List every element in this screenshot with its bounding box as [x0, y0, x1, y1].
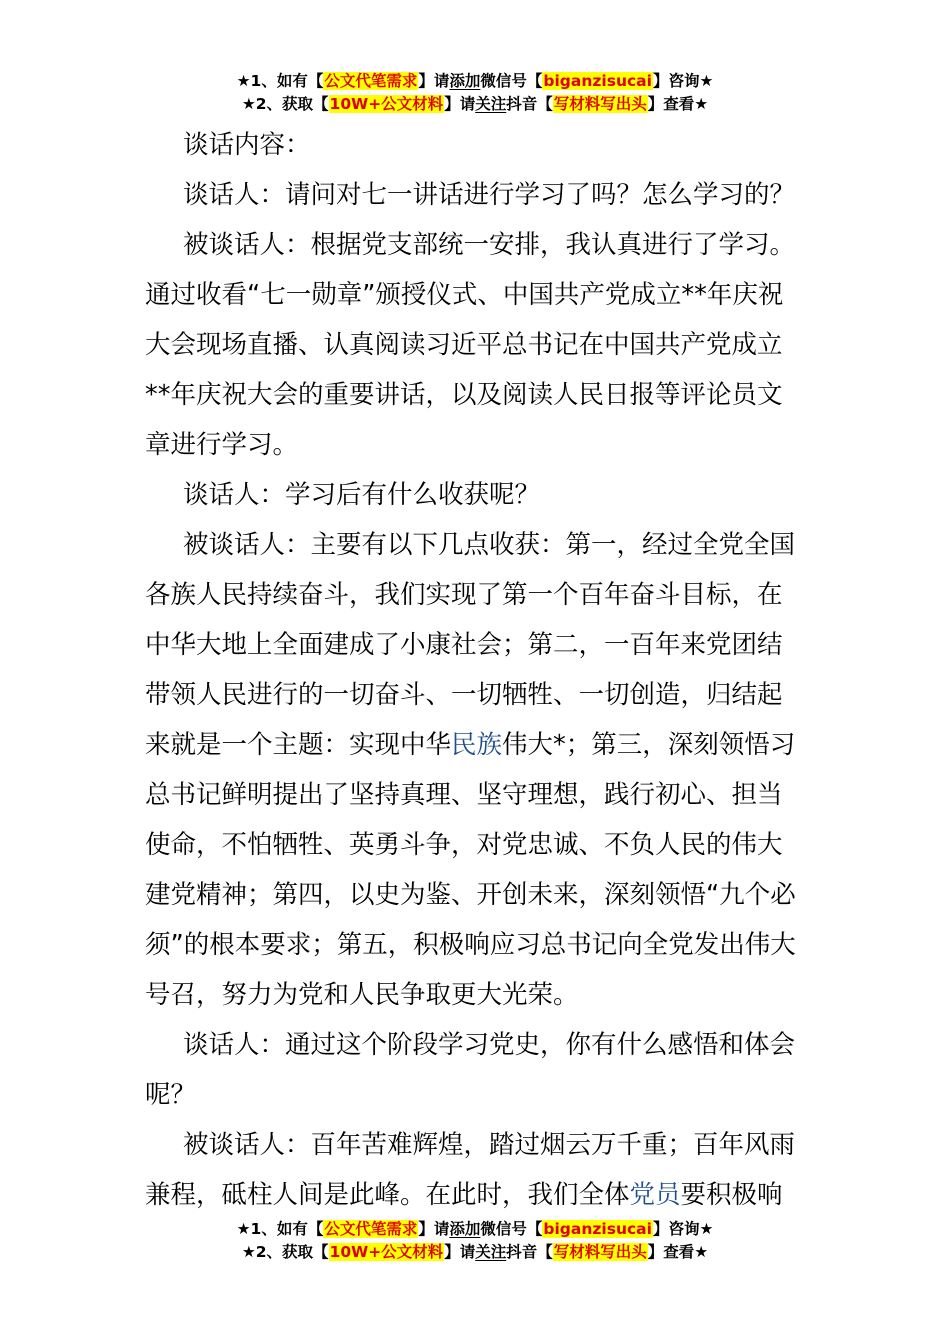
paragraph-answer-2 [145, 520, 805, 1020]
banner-text: 】请 [418, 72, 450, 90]
paragraph-answer-3 [145, 1120, 805, 1220]
banner-underline: 关注 [475, 95, 507, 113]
banner-text: 】查看★ [647, 1243, 709, 1261]
document-body [145, 120, 805, 1220]
paragraph-heading: 谈话内容： [183, 130, 311, 160]
banner-highlight: 10W+公文材料 [329, 1243, 444, 1261]
banner-text: 抖音【 [506, 95, 553, 113]
banner-highlight: 公文代笔需求 [324, 1220, 418, 1238]
banner-underline: 添加 [449, 72, 481, 90]
inline-link[interactable]: 民族 [451, 730, 503, 760]
banner-underline: 添加 [449, 1220, 481, 1238]
banner-text: ★1、如有【 [236, 1220, 324, 1238]
banner-line-1 [0, 1218, 950, 1241]
banner-line-2 [0, 1241, 950, 1264]
banner-line-2 [0, 93, 950, 116]
header-banner [0, 70, 950, 116]
paragraph-answer-1: 被谈话人：根据党支部统一安排，我认真进行了学习。通过收看“七一勋章”颁授仪式、中国共产党成立**年庆祝大会现场直播、认真阅读习近平总书记在中国共产党成立**年庆祝大会的重要讲话，以及阅读人民日报等评论员文章进行学习。 [145, 230, 796, 460]
banner-highlight: biganzisucai [543, 1220, 652, 1238]
banner-highlight: 写材料写出头 [553, 1243, 647, 1261]
banner-text: 微信号【 [480, 1220, 543, 1238]
paragraph-text: 要积极响 [680, 1180, 783, 1210]
banner-text: ★1、如有【 [236, 72, 324, 90]
banner-text: 抖音【 [506, 1243, 553, 1261]
paragraph-question-2: 谈话人：学习后有什么收获呢？ [183, 480, 541, 510]
banner-text: 微信号【 [480, 72, 543, 90]
paragraph-text: 被谈话人：主要有以下几点收获：第一，经过全党全国各族人民持续奋斗，我们实现了第一个百年奋斗目标，在中华大地上全面建成了小康社会；第二，一百年来党团结带领人民进行的一切奋斗、一切牺牲、一切创造，归结起来就是一个主题：实现中华 [145, 530, 796, 760]
inline-link[interactable]: 党员 [629, 1180, 681, 1210]
banner-text: 】请 [418, 1220, 450, 1238]
banner-text: 】请 [444, 95, 476, 113]
banner-line-1 [0, 70, 950, 93]
banner-highlight: 写材料写出头 [553, 95, 647, 113]
banner-highlight: biganzisucai [543, 72, 652, 90]
paragraph-text: 被谈话人：百年苦难辉煌，踏过烟云万千重；百年风雨兼程，砥柱人间是此峰。在此时，我们全体 [145, 1130, 796, 1210]
banner-text: 】咨询★ [652, 1220, 714, 1238]
banner-text: 】请 [444, 1243, 476, 1261]
banner-highlight: 10W+公文材料 [329, 95, 444, 113]
paragraph-question-1: 谈话人：请问对七一讲话进行学习了吗？怎么学习的？ [183, 180, 796, 210]
banner-text: ★2、获取【 [241, 1243, 329, 1261]
banner-highlight: 公文代笔需求 [324, 72, 418, 90]
footer-banner [0, 1218, 950, 1264]
banner-text: 】咨询★ [652, 72, 714, 90]
banner-underline: 关注 [475, 1243, 507, 1261]
paragraph-question-3: 谈话人：通过这个阶段学习党史，你有什么感悟和体会呢？ [145, 1030, 796, 1110]
banner-text: ★2、获取【 [241, 95, 329, 113]
paragraph-text: 伟大*；第三，深刻领悟习总书记鲜明提出了坚持真理、坚守理想，践行初心、担当使命，不怕牺牲、英勇斗争，对党忠诚、不负人民的伟大建党精神；第四，以史为鉴、开创未来，深刻领悟“九个必须”的根本要求；第五，积极响应习总书记向全党发出伟大号召，努力为党和人民争取更大光荣。 [145, 730, 796, 1010]
banner-text: 】查看★ [647, 95, 709, 113]
